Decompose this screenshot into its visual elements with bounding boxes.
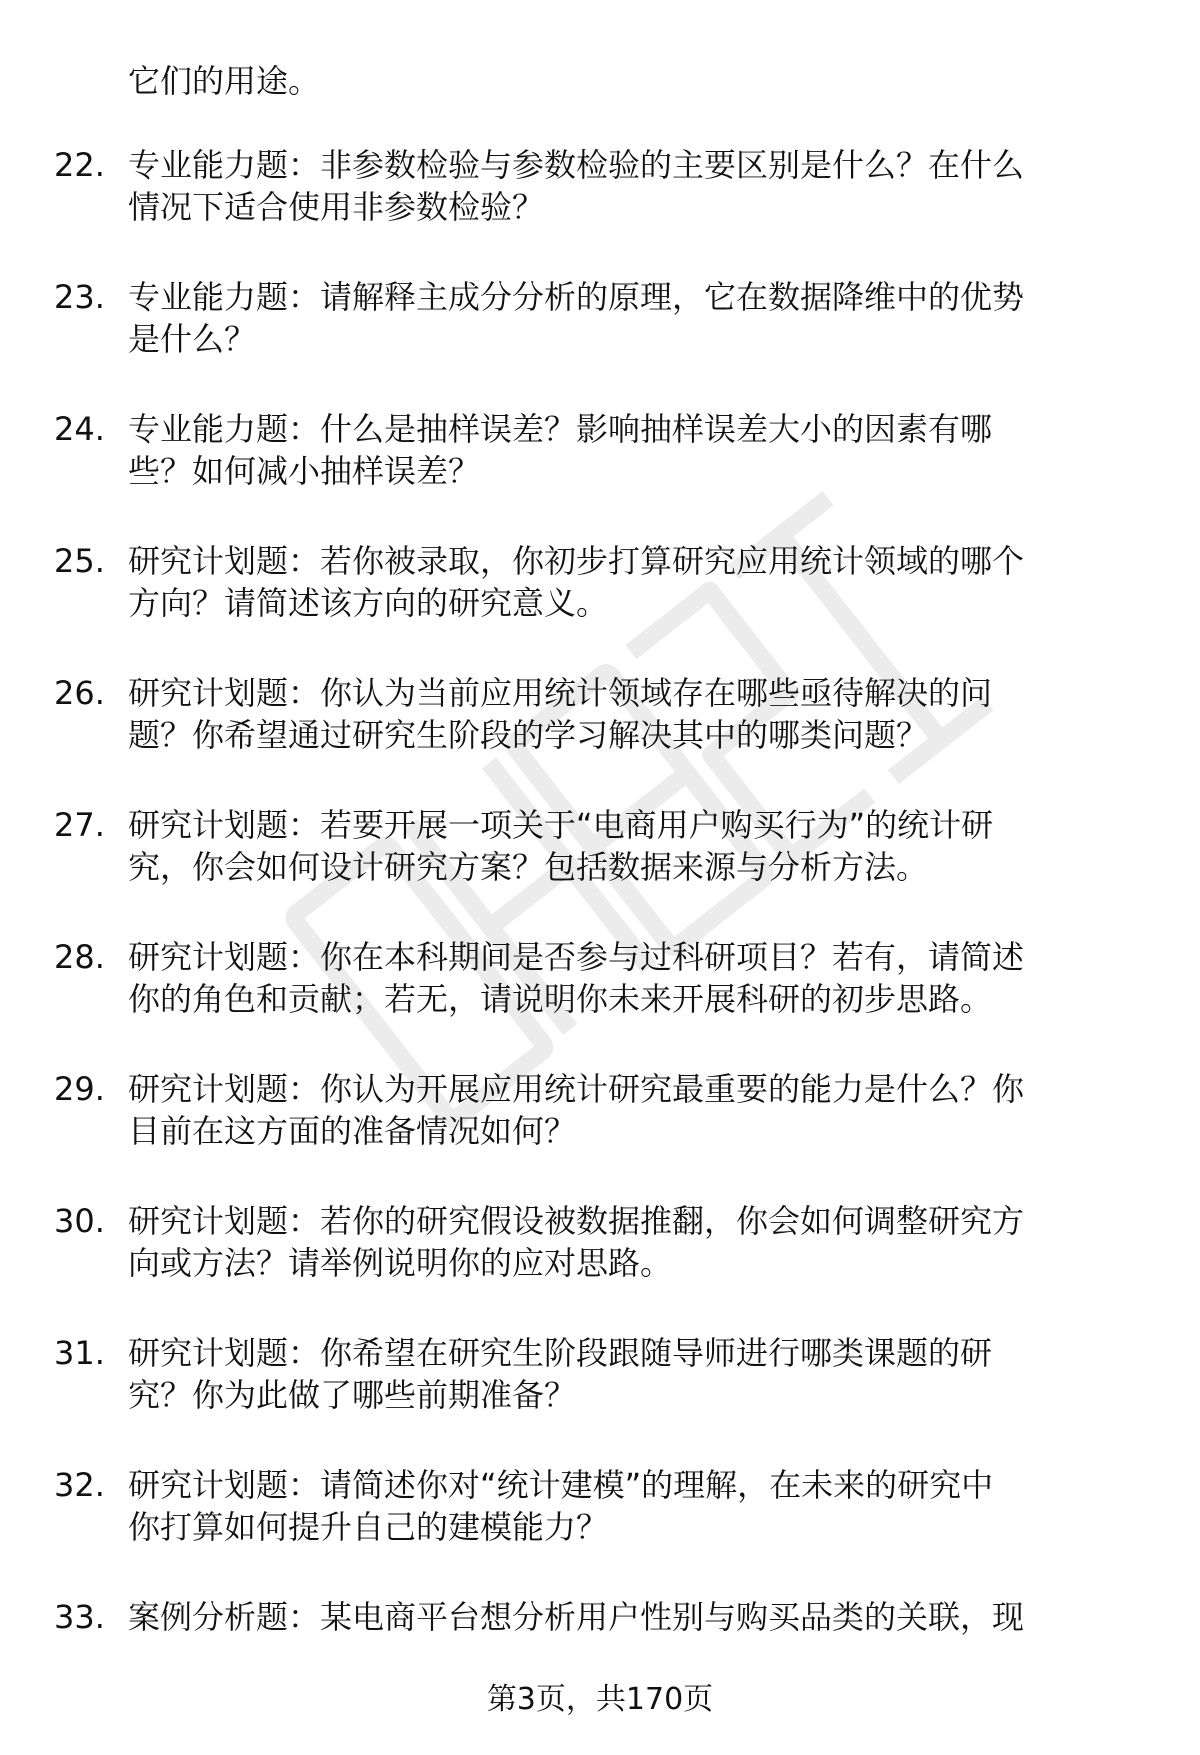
question-number: 23. — [54, 278, 105, 316]
question-number: 22. — [54, 146, 105, 184]
question-text — [128, 540, 1138, 624]
question-item — [0, 1464, 1200, 1548]
question-line: 题？你希望通过研究生阶段的学习解决其中的哪类问题？ — [128, 716, 929, 754]
question-line: 案例分析题：某电商平台想分析用户性别与购买品类的关联，现 — [128, 1598, 1025, 1636]
question-line: 是什么？ — [128, 320, 257, 358]
question-text — [128, 1200, 1138, 1284]
question-line: 专业能力题：请解释主成分分析的原理，它在数据降维中的优势 — [128, 278, 1025, 316]
question-number: 30. — [54, 1202, 105, 1240]
question-line: 究？你为此做了哪些前期准备？ — [128, 1376, 577, 1414]
question-number: 29. — [54, 1070, 105, 1108]
question-line: 专业能力题：非参数检验与参数检验的主要区别是什么？在什么 — [128, 146, 1025, 184]
question-number: 33. — [54, 1598, 105, 1636]
question-number: 25. — [54, 542, 105, 580]
question-text — [128, 1332, 1138, 1416]
question-text — [128, 1596, 1138, 1638]
continued-text-line: 它们的用途。 — [128, 62, 321, 100]
question-number: 28. — [54, 938, 105, 976]
question-item — [0, 408, 1200, 492]
question-line: 目前在这方面的准备情况如何？ — [128, 1112, 577, 1150]
question-line: 究，你会如何设计研究方案？包括数据来源与分析方法。 — [128, 848, 929, 886]
question-item — [0, 1332, 1200, 1416]
question-number: 27. — [54, 806, 105, 844]
question-number: 26. — [54, 674, 105, 712]
question-item — [0, 1200, 1200, 1284]
question-line: 研究计划题：你认为当前应用统计领域存在哪些亟待解决的问 — [128, 674, 993, 712]
question-text — [128, 1464, 1138, 1548]
question-item — [0, 540, 1200, 624]
question-number: 24. — [54, 410, 105, 448]
question-text — [128, 144, 1138, 228]
question-item — [0, 672, 1200, 756]
page-footer: 第3页，共170页 — [486, 1682, 714, 1717]
question-line: 些？如何减小抽样误差？ — [128, 452, 481, 490]
question-number: 31. — [54, 1334, 105, 1372]
question-text — [128, 804, 1138, 888]
question-list — [0, 60, 1200, 1728]
question-text — [128, 672, 1138, 756]
question-line: 研究计划题：你在本科期间是否参与过科研项目？若有，请简述 — [128, 938, 1025, 976]
question-line: 研究计划题：若你的研究假设被数据推翻，你会如何调整研究方 — [128, 1202, 1025, 1240]
question-line: 研究计划题：若要开展一项关于“电商用户购买行为”的统计研 — [128, 806, 994, 844]
question-item — [0, 936, 1200, 1020]
question-line: 专业能力题：什么是抽样误差？影响抽样误差大小的因素有哪 — [128, 410, 993, 448]
question-line: 研究计划题：若你被录取，你初步打算研究应用统计领域的哪个 — [128, 542, 1025, 580]
question-text — [128, 408, 1138, 492]
question-line: 你打算如何提升自己的建模能力？ — [128, 1508, 609, 1546]
question-line: 研究计划题：你希望在研究生阶段跟随导师进行哪类课题的研 — [128, 1334, 993, 1372]
question-line: 你的角色和贡献；若无，请说明你未来开展科研的初步思路。 — [128, 980, 993, 1018]
question-item — [0, 144, 1200, 228]
question-item — [0, 276, 1200, 360]
question-line: 研究计划题：你认为开展应用统计研究最重要的能力是什么？你 — [128, 1070, 1025, 1108]
question-text — [128, 936, 1138, 1020]
question-item — [0, 1068, 1200, 1152]
question-line: 情况下适合使用非参数检验？ — [128, 188, 545, 226]
question-line: 方向？请简述该方向的研究意义。 — [128, 584, 609, 622]
question-text — [128, 276, 1138, 360]
question-text — [128, 1068, 1138, 1152]
question-line: 研究计划题：请简述你对“统计建模”的理解，在未来的研究中 — [128, 1466, 994, 1504]
question-item — [0, 1596, 1200, 1680]
question-line: 向或方法？请举例说明你的应对思路。 — [128, 1244, 673, 1282]
question-item — [0, 804, 1200, 888]
question-number: 32. — [54, 1466, 105, 1504]
